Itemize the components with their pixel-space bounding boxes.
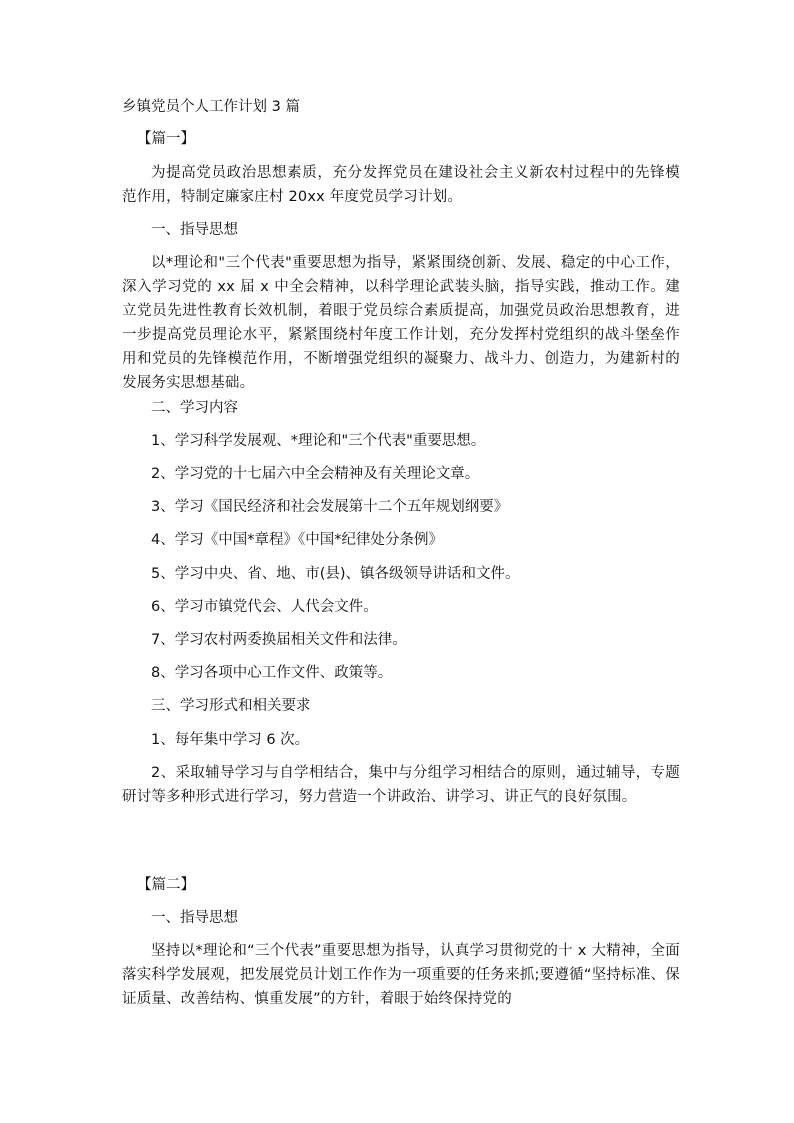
study-item: 1、学习科学发展观、*理论和"三个代表"重要思想。: [151, 433, 486, 449]
study-item: 6、学习市镇党代会、人代会文件。: [151, 599, 378, 615]
part-one-section-1-title: 一、指导思想: [151, 222, 238, 238]
study-item: 5、学习中央、省、地、市(县)、镇各级领导讲话和文件。: [151, 566, 520, 582]
document-title: 乡镇党员个人工作计划 3 篇: [122, 99, 300, 115]
part-two-section-1-body: 坚持以*理论和“三个代表”重要思想为指导，认真学习贯彻党的十 x 大精神，全面落实科学发展观，把发展党员计划工作作为一项重要的任务来抓;要遵循“坚持标准、保证质量、改善结构、慎重发展”的方针，着眼于始终保持党的: [122, 943, 680, 1007]
study-item: 7、学习农村两委换届相关文件和法律。: [151, 632, 407, 648]
part-one-section-2-title: 二、学习内容: [151, 400, 238, 416]
part-one-label: 【篇一】: [137, 131, 195, 147]
study-item: 3、学习《国民经济和社会发展第十二个五年规划纲要》: [151, 499, 509, 515]
requirement-item: 1、每年集中学习 6 次。: [151, 732, 310, 748]
part-two-section-1-title: 一、指导思想: [151, 910, 238, 926]
study-item: 2、学习党的十七届六中全会精神及有关理论文章。: [151, 466, 480, 482]
part-two-label: 【篇二】: [137, 877, 195, 893]
part-one-section-3-title: 三、学习形式和相关要求: [151, 698, 311, 714]
part-one-intro: 为提高党员政治思想素质，充分发挥党员在建设社会主义新农村过程中的先锋模范作用，特制定廉家庄村 20xx 年度党员学习计划。: [122, 165, 680, 205]
study-item: 8、学习各项中心工作文件、政策等。: [151, 665, 393, 681]
study-item: 4、学习《中国*章程》《中国*纪律处分条例》: [151, 532, 443, 548]
part-one-section-1-body: 以*理论和"三个代表"重要思想为指导，紧紧围绕创新、发展、稳定的中心工作，深入学习党的 xx 届 x 中全会精神，以科学理论武装头脑，指导实践，推动工作。建立党员先进性教育长效机制，着眼于党员综合素质提高，加强党员政治思想教育，进一步提高党员理论水平，紧紧围绕村年度工作计划，充分发挥村党组织的战斗堡垒作用和党员的先锋模范作用，不断增强党组织的凝聚力、战斗力、创造力，为建新村的发展务实思想基础。: [122, 255, 680, 391]
requirement-item: 2、采取辅导学习与自学相结合，集中与分组学习相结合的原则，通过辅导，专题研讨等多种形式进行学习，努力营造一个讲政治、讲学习、讲正气的良好氛围。: [122, 765, 680, 805]
